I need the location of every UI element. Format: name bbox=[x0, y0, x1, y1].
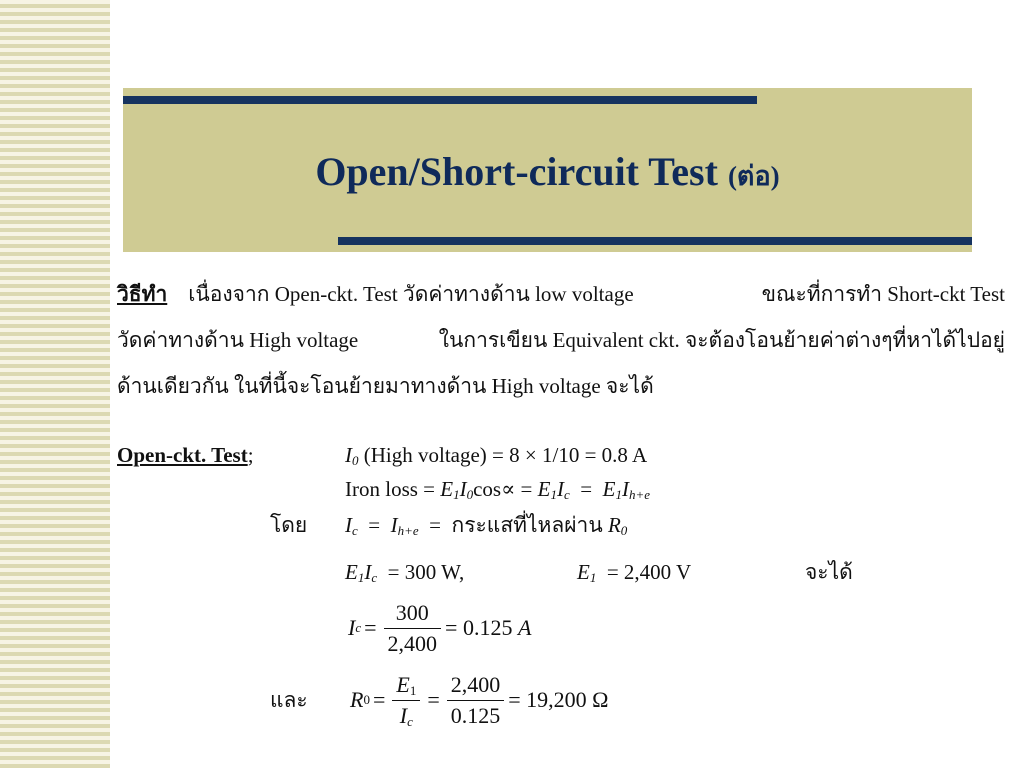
page-title bbox=[123, 146, 972, 202]
method-line-3: ด้านเดียวกัน ในที่นี้จะโอนย้ายมาทางด้าน High voltage จะได้ bbox=[117, 374, 654, 398]
method-line-1-a: เนื่องจาก Open-ckt. Test วัดค่าทางด้าน low voltage bbox=[188, 282, 634, 306]
equation-power: $E_1I_c = 300$ W, bbox=[345, 560, 465, 585]
equation-voltage: $E_1 = 2,400$ V bbox=[577, 560, 692, 585]
page-title-main: Open/Short-circuit Test bbox=[315, 149, 718, 194]
decorative-stripe-border bbox=[0, 0, 110, 768]
open-test-label: Open-ckt. Test; bbox=[117, 443, 254, 467]
method-line-2-a: วัดค่าทางด้าน High voltage bbox=[117, 328, 359, 352]
by-label: โดย bbox=[270, 513, 308, 537]
fraction-2400-over-0125: $\frac{2,400}{0.125}$ bbox=[447, 670, 505, 731]
fraction-300-over-2400: $\frac{300}{2,400}$ bbox=[384, 598, 442, 659]
page-title-suffix: (ต่อ) bbox=[727, 161, 780, 191]
equation-ic-definition: $I_c = I_{h+e}$ = กระแสที่ไหลผ่าน $R_0$ bbox=[345, 513, 628, 538]
equation-r0-result: R 0 = $\frac{E_1}{I_c}$ = $\frac{2,400}{0.125}$ = 19,200 Ω bbox=[350, 671, 609, 729]
equation-ic-result: I c = $\frac{300}{2,400}$ = 0.125 A bbox=[348, 597, 531, 659]
method-label: วิธีทำ bbox=[117, 282, 168, 306]
method-line-1-b: ขณะที่การทำ Short-ckt Test bbox=[761, 282, 1005, 306]
equation-iron-loss: Iron loss = $E_1I_0\cos\propto = E_1I_c = E_1I_{h+e}$ bbox=[345, 477, 650, 502]
and-label: และ bbox=[270, 688, 308, 712]
method-line-1 bbox=[117, 277, 1005, 311]
method-line-2-b: ในการเขียน Equivalent ckt. จะต้องโอนย้ายค่าต่างๆที่หาได้ไปอยู่ bbox=[438, 328, 1005, 352]
method-line-2 bbox=[117, 323, 1005, 357]
title-bar-top bbox=[123, 96, 757, 104]
title-bar-bottom bbox=[338, 237, 972, 245]
will-get-label: จะได้ bbox=[805, 560, 853, 584]
fraction-e1-over-ic: $\frac{E_1}{I_c}$ bbox=[392, 670, 420, 731]
equation-i0: $I_0$ (High voltage) = 8 × 1/10 = 0.8 A bbox=[345, 443, 648, 468]
